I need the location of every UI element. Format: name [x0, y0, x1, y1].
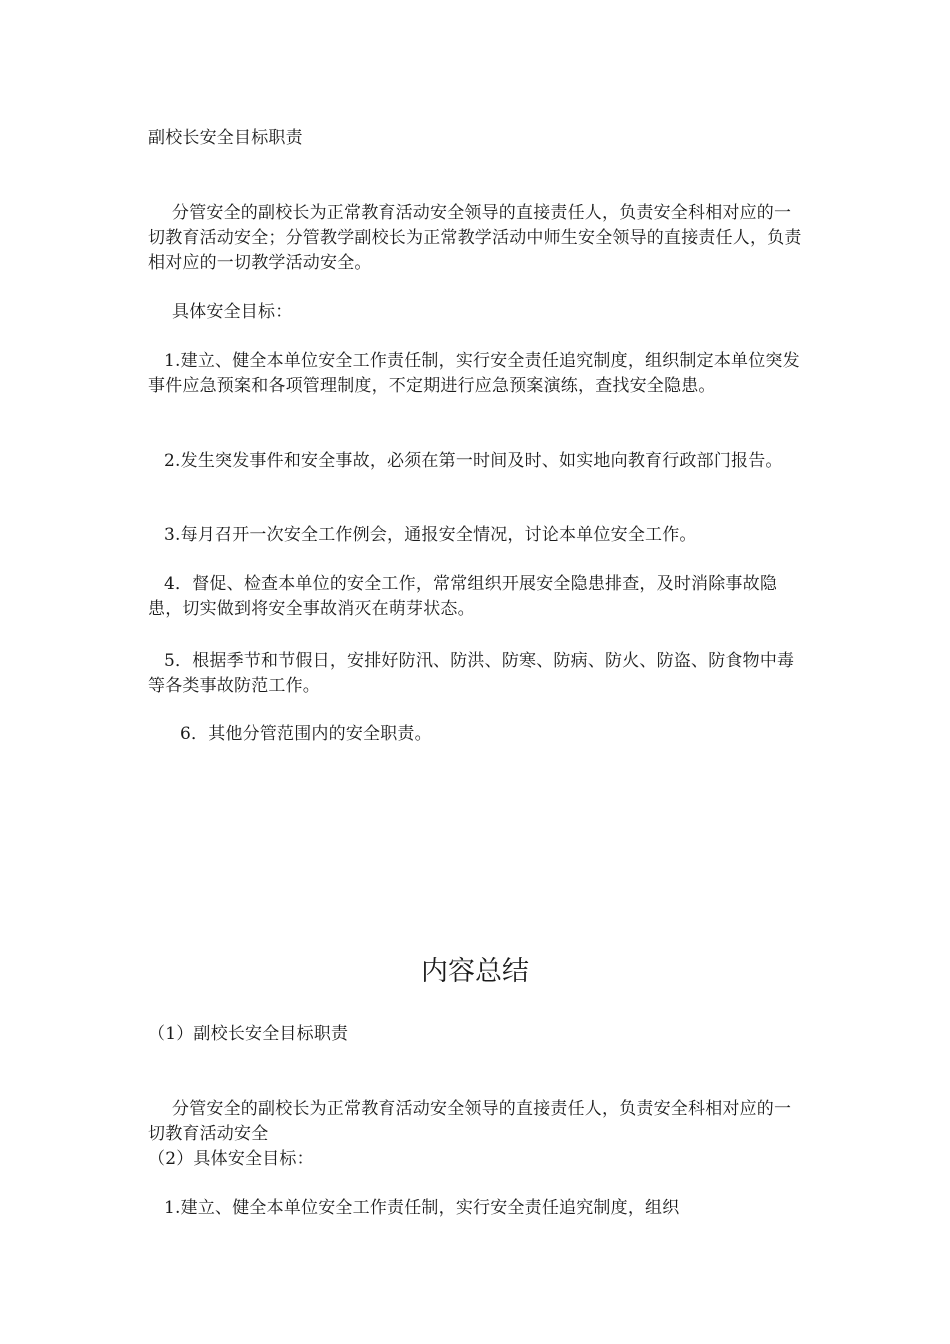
summary-item-4: 1.建立、健全本单位安全工作责任制，实行安全责任追究制度，组织 — [164, 1198, 680, 1218]
goal-item-4: 4．督促、检查本单位的安全工作，常常组织开展安全隐患排查，及时消除事故隐患，切实做到将安全事故消灭在萌芽状态。 — [148, 574, 778, 619]
goal-item-1: 1.建立、健全本单位安全工作责任制，实行安全责任追究制度，组织制定本单位突发事件应急预案和各项管理制度，不定期进行应急预案演练，查找安全隐患。 — [148, 351, 800, 396]
goal-item-5: 5．根据季节和节假日，安排好防汛、防洪、防寒、防病、防火、防盗、防食物中毒等各类事故防范工作。 — [148, 651, 795, 696]
goal-item-2: 2.发生突发事件和安全事故，必须在第一时间及时、如实地向教育行政部门报告。 — [164, 451, 783, 471]
summary-item-3: （2）具体安全目标： — [148, 1149, 314, 1169]
document-title: 副校长安全目标职责 — [148, 128, 303, 148]
summary-heading: 内容总结 — [421, 956, 529, 987]
summary-item-2: 分管安全的副校长为正常教育活动安全领导的直接责任人，负责安全科相对应的一切教育活动安全 — [148, 1099, 792, 1144]
summary-item-1: （1）副校长安全目标职责 — [148, 1024, 349, 1044]
paragraph-goals-heading: 具体安全目标： — [172, 302, 293, 322]
paragraph-responsibility: 分管安全的副校长为正常教育活动安全领导的直接责任人，负责安全科相对应的一切教育活动安全；分管教学副校长为正常教学活动中师生安全领导的直接责任人，负责相对应的一切教学活动安全。 — [148, 203, 802, 273]
goal-item-6: 6．其他分管范围内的安全职责。 — [180, 724, 432, 744]
goal-item-3: 3.每月召开一次安全工作例会，通报安全情况，讨论本单位安全工作。 — [164, 525, 697, 545]
